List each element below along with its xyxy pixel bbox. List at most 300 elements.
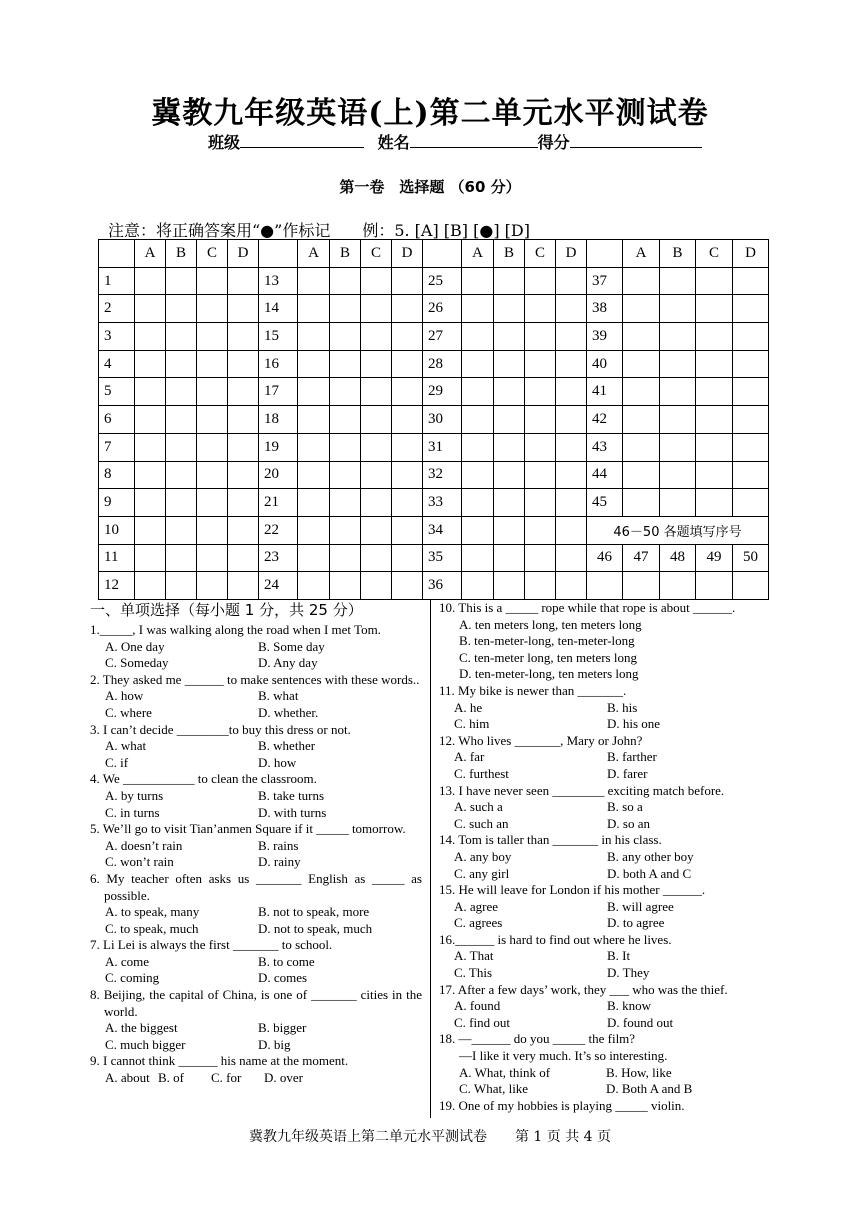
question-2 xyxy=(90,672,422,722)
choice[interactable]: D. to agree xyxy=(607,915,665,931)
choice[interactable]: D. not to speak, much xyxy=(258,920,373,936)
question-7 xyxy=(90,937,422,987)
score-label: 得分 xyxy=(537,133,570,152)
answer-cell[interactable] xyxy=(556,572,587,600)
answer-cell[interactable] xyxy=(197,544,228,572)
answer-cell[interactable] xyxy=(494,516,525,544)
answer-cell[interactable] xyxy=(135,267,166,295)
answer-cell[interactable] xyxy=(696,489,733,517)
fill-in-cell[interactable] xyxy=(623,572,660,600)
answer-cell[interactable] xyxy=(392,489,423,517)
answer-cell[interactable] xyxy=(525,323,556,351)
fill-in-cell[interactable] xyxy=(660,572,696,600)
answer-cell[interactable] xyxy=(298,295,330,323)
answer-cell[interactable] xyxy=(733,406,769,434)
question-number-cell: 6 xyxy=(99,406,135,434)
choice[interactable]: A. he xyxy=(454,699,483,715)
grid-row xyxy=(99,267,769,295)
answer-cell[interactable] xyxy=(696,378,733,406)
answer-cell[interactable] xyxy=(623,489,660,517)
choice[interactable]: C. to speak, much xyxy=(105,920,199,936)
name-blank[interactable] xyxy=(410,134,538,148)
answer-cell[interactable] xyxy=(135,378,166,406)
answer-cell[interactable] xyxy=(330,378,361,406)
answer-cell[interactable] xyxy=(556,489,587,517)
answer-cell[interactable] xyxy=(462,295,494,323)
question-number-cell: 24 xyxy=(259,572,298,600)
answer-note: 注意：将正确答案用“●”作标记 例：5. [A] [B] [●] [D] xyxy=(108,221,530,240)
answer-cell[interactable] xyxy=(228,461,259,489)
answer-cell[interactable] xyxy=(494,461,525,489)
options xyxy=(439,749,769,782)
question-stem: 10. This is a _____ rope while that rope is about ______. xyxy=(439,600,736,615)
choice[interactable]: C. if xyxy=(105,754,129,770)
answer-cell[interactable] xyxy=(660,267,696,295)
answer-cell[interactable] xyxy=(361,433,392,461)
answer-cell[interactable] xyxy=(298,433,330,461)
question-number-cell: 12 xyxy=(99,572,135,600)
answer-cell[interactable] xyxy=(197,378,228,406)
answer-cell[interactable] xyxy=(228,267,259,295)
choice[interactable]: D. Both A and B xyxy=(606,1081,693,1097)
answer-cell[interactable] xyxy=(166,516,197,544)
answer-cell[interactable] xyxy=(330,516,361,544)
answer-cell[interactable] xyxy=(330,295,361,323)
answer-cell[interactable] xyxy=(525,544,556,572)
answer-cell[interactable] xyxy=(166,350,197,378)
answer-cell[interactable] xyxy=(623,433,660,461)
choice[interactable]: C. any girl xyxy=(454,865,510,881)
choice[interactable]: C. This xyxy=(454,965,493,981)
question-4 xyxy=(90,771,422,821)
answer-cell[interactable] xyxy=(298,516,330,544)
question-number-cell: 43 xyxy=(587,433,623,461)
answer-cell[interactable] xyxy=(166,406,197,434)
answer-cell[interactable] xyxy=(623,267,660,295)
answer-cell[interactable] xyxy=(298,489,330,517)
answer-cell[interactable] xyxy=(623,295,660,323)
answer-cell[interactable] xyxy=(556,295,587,323)
question-number-cell: 26 xyxy=(423,295,462,323)
answer-cell[interactable] xyxy=(660,433,696,461)
choice[interactable]: A. found xyxy=(454,998,501,1014)
answer-cell[interactable] xyxy=(166,295,197,323)
answer-cell[interactable] xyxy=(462,350,494,378)
part-title: 第一卷 选择题 （60 分） xyxy=(339,178,521,196)
fill-in-cell[interactable] xyxy=(587,572,623,600)
answer-cell[interactable] xyxy=(525,350,556,378)
answer-cell[interactable] xyxy=(330,489,361,517)
answer-cell[interactable] xyxy=(733,461,769,489)
choice[interactable]: D. Any day xyxy=(258,655,318,671)
answer-cell[interactable] xyxy=(494,572,525,600)
question-11 xyxy=(439,683,769,733)
choice[interactable]: C. such an xyxy=(454,815,509,831)
answer-cell[interactable] xyxy=(556,350,587,378)
answer-cell[interactable] xyxy=(361,461,392,489)
answer-cell[interactable] xyxy=(525,267,556,295)
choice[interactable]: B. Some day xyxy=(258,638,325,654)
choice[interactable]: A. about xyxy=(105,1070,150,1086)
choice[interactable]: C. much bigger xyxy=(105,1036,186,1052)
choice[interactable]: D. ten-meter-long, ten meters long xyxy=(459,666,639,682)
answer-cell[interactable] xyxy=(361,378,392,406)
choice[interactable]: D. his one xyxy=(607,716,661,732)
choice[interactable]: A. how xyxy=(105,688,144,704)
answer-cell[interactable] xyxy=(298,406,330,434)
answer-cell[interactable] xyxy=(197,295,228,323)
answer-cell[interactable] xyxy=(494,489,525,517)
choice[interactable]: D. They xyxy=(607,965,650,981)
answer-cell[interactable] xyxy=(135,350,166,378)
choice[interactable]: A. come xyxy=(105,953,150,969)
choice[interactable]: B. know xyxy=(607,998,652,1014)
answer-cell[interactable] xyxy=(330,461,361,489)
answer-cell[interactable] xyxy=(462,433,494,461)
answer-cell[interactable] xyxy=(361,323,392,351)
answer-cell[interactable] xyxy=(556,544,587,572)
answer-cell[interactable] xyxy=(392,295,423,323)
answer-cell[interactable] xyxy=(696,267,733,295)
answer-cell[interactable] xyxy=(197,461,228,489)
answer-cell[interactable] xyxy=(733,378,769,406)
choice[interactable]: B. what xyxy=(258,688,299,704)
answer-cell[interactable] xyxy=(298,461,330,489)
answer-cell[interactable] xyxy=(660,406,696,434)
grid-header-cell: C xyxy=(197,240,228,268)
choice[interactable]: B. any other boy xyxy=(607,848,694,864)
answer-cell[interactable] xyxy=(361,350,392,378)
choice[interactable]: C. What, like xyxy=(459,1081,529,1097)
question-12 xyxy=(439,733,769,783)
answer-cell[interactable] xyxy=(494,323,525,351)
answer-cell[interactable] xyxy=(660,489,696,517)
answer-cell[interactable] xyxy=(197,406,228,434)
answer-cell[interactable] xyxy=(166,572,197,600)
question-stem: 6. My teacher often asks us _______ English as _____ as possible. xyxy=(90,870,422,903)
answer-cell[interactable] xyxy=(135,295,166,323)
choice[interactable]: C. ten-meter long, ten meters long xyxy=(459,649,637,665)
class-blank[interactable] xyxy=(240,134,364,148)
grid-header-cell: D xyxy=(228,240,259,268)
answer-cell[interactable] xyxy=(494,267,525,295)
question-13 xyxy=(439,783,769,833)
answer-cell[interactable] xyxy=(462,572,494,600)
choice[interactable]: A. agree xyxy=(454,898,499,914)
answer-cell[interactable] xyxy=(392,323,423,351)
answer-cell[interactable] xyxy=(556,433,587,461)
options xyxy=(439,799,769,832)
choice[interactable]: A. far xyxy=(454,749,485,765)
grid-row xyxy=(99,323,769,351)
answer-cell[interactable] xyxy=(696,461,733,489)
answer-cell[interactable] xyxy=(135,572,166,600)
answer-cell[interactable] xyxy=(166,323,197,351)
answer-cell[interactable] xyxy=(623,461,660,489)
answer-cell[interactable] xyxy=(556,378,587,406)
answer-cell[interactable] xyxy=(361,267,392,295)
answer-cell[interactable] xyxy=(556,516,587,544)
answer-cell[interactable] xyxy=(733,323,769,351)
question-number-cell: 11 xyxy=(99,544,135,572)
answer-cell[interactable] xyxy=(298,350,330,378)
answer-cell[interactable] xyxy=(733,295,769,323)
answer-cell[interactable] xyxy=(392,572,423,600)
answer-cell[interactable] xyxy=(228,489,259,517)
answer-cell[interactable] xyxy=(228,350,259,378)
answer-cell[interactable] xyxy=(494,350,525,378)
answer-cell[interactable] xyxy=(462,461,494,489)
question-number-cell: 31 xyxy=(423,433,462,461)
answer-cell[interactable] xyxy=(660,461,696,489)
score-blank[interactable] xyxy=(570,134,702,148)
grid-row xyxy=(99,489,769,517)
answer-cell[interactable] xyxy=(525,489,556,517)
question-number-cell: 18 xyxy=(259,406,298,434)
choice[interactable]: C. coming xyxy=(105,970,160,986)
answer-cell[interactable] xyxy=(361,572,392,600)
answer-cell[interactable] xyxy=(135,323,166,351)
answer-cell[interactable] xyxy=(197,433,228,461)
answer-cell[interactable] xyxy=(525,461,556,489)
grid-header-cell: B xyxy=(330,240,361,268)
answer-cell[interactable] xyxy=(525,295,556,323)
answer-cell[interactable] xyxy=(392,406,423,434)
answer-cell[interactable] xyxy=(462,378,494,406)
answer-cell[interactable] xyxy=(361,295,392,323)
answer-cell[interactable] xyxy=(494,544,525,572)
choice[interactable]: A. by turns xyxy=(105,787,164,803)
choice[interactable]: B. whether xyxy=(258,738,316,754)
answer-cell[interactable] xyxy=(330,267,361,295)
answer-cell[interactable] xyxy=(228,295,259,323)
answer-cell[interactable] xyxy=(462,489,494,517)
answer-cell[interactable] xyxy=(392,461,423,489)
answer-cell[interactable] xyxy=(525,406,556,434)
choice[interactable]: D. so an xyxy=(607,815,650,831)
choice[interactable]: C. find out xyxy=(454,1014,510,1030)
answer-cell[interactable] xyxy=(330,350,361,378)
grid-header-cell: B xyxy=(660,240,696,268)
choice[interactable]: A. One day xyxy=(105,638,165,654)
answer-cell[interactable] xyxy=(525,572,556,600)
choice[interactable]: A. What, think of xyxy=(459,1064,551,1080)
answer-cell[interactable] xyxy=(733,433,769,461)
answer-cell[interactable] xyxy=(197,489,228,517)
answer-cell[interactable] xyxy=(135,406,166,434)
answer-cell[interactable] xyxy=(494,406,525,434)
choice[interactable]: B. to come xyxy=(258,953,315,969)
answer-cell[interactable] xyxy=(330,406,361,434)
choice[interactable]: A. what xyxy=(105,738,147,754)
answer-cell[interactable] xyxy=(392,378,423,406)
answer-cell[interactable] xyxy=(623,323,660,351)
choice[interactable]: D. both A and C xyxy=(607,865,692,881)
choice[interactable]: B. rains xyxy=(258,837,299,853)
answer-cell[interactable] xyxy=(623,378,660,406)
answer-cell[interactable] xyxy=(733,267,769,295)
answer-cell[interactable] xyxy=(361,516,392,544)
choice[interactable]: B. so a xyxy=(607,799,643,815)
answer-cell[interactable] xyxy=(228,572,259,600)
choice[interactable]: D. over xyxy=(264,1070,303,1086)
answer-cell[interactable] xyxy=(494,433,525,461)
fill-in-cell[interactable] xyxy=(733,572,769,600)
answer-cell[interactable] xyxy=(166,544,197,572)
answer-cell[interactable] xyxy=(660,323,696,351)
answer-cell[interactable] xyxy=(298,572,330,600)
answer-cell[interactable] xyxy=(298,378,330,406)
choice[interactable]: C. agrees xyxy=(454,915,503,931)
answer-cell[interactable] xyxy=(556,323,587,351)
answer-cell[interactable] xyxy=(392,516,423,544)
choice[interactable]: A. That xyxy=(454,948,494,964)
choice[interactable]: B. not to speak, more xyxy=(258,904,370,920)
question-number-cell: 44 xyxy=(587,461,623,489)
answer-cell[interactable] xyxy=(392,433,423,461)
answer-cell[interactable] xyxy=(660,295,696,323)
grid-header-cell: B xyxy=(166,240,197,268)
fill-in-cell[interactable] xyxy=(696,572,733,600)
choice[interactable]: B. ten-meter-long, ten-meter-long xyxy=(459,633,635,649)
choice[interactable]: A. the biggest xyxy=(105,1020,178,1036)
choice[interactable]: D. found out xyxy=(607,1014,674,1030)
answer-cell[interactable] xyxy=(361,544,392,572)
answer-cell[interactable] xyxy=(228,433,259,461)
choice[interactable]: C. where xyxy=(105,704,152,720)
answer-cell[interactable] xyxy=(135,544,166,572)
choice[interactable]: B. How, like xyxy=(606,1064,672,1080)
question-3 xyxy=(90,722,422,772)
question-number-cell: 30 xyxy=(423,406,462,434)
grid-row xyxy=(99,461,769,489)
answer-cell[interactable] xyxy=(696,406,733,434)
choice[interactable]: A. doesn’t rain xyxy=(105,837,183,853)
answer-cell[interactable] xyxy=(392,544,423,572)
grid-row xyxy=(99,350,769,378)
choice[interactable]: D. how xyxy=(258,754,297,770)
answer-cell[interactable] xyxy=(660,350,696,378)
answer-cell[interactable] xyxy=(361,406,392,434)
answer-cell[interactable] xyxy=(330,572,361,600)
answer-cell[interactable] xyxy=(733,489,769,517)
choice[interactable]: A. ten meters long, ten meters long xyxy=(459,616,642,632)
choice[interactable]: B. will agree xyxy=(607,898,674,914)
answer-cell[interactable] xyxy=(166,378,197,406)
answer-cell[interactable] xyxy=(462,267,494,295)
answer-cell[interactable] xyxy=(696,323,733,351)
choice[interactable]: C. him xyxy=(454,716,490,732)
choice[interactable]: D. rainy xyxy=(258,854,301,870)
choice[interactable]: D. farer xyxy=(607,765,648,781)
choice[interactable]: C. in turns xyxy=(105,804,160,820)
choice[interactable]: D. with turns xyxy=(258,804,327,820)
answer-cell[interactable] xyxy=(166,461,197,489)
grid-header-cell: B xyxy=(494,240,525,268)
choice[interactable]: B. bigger xyxy=(258,1020,307,1036)
answer-cell[interactable] xyxy=(660,378,696,406)
answer-cell[interactable] xyxy=(298,267,330,295)
answer-cell[interactable] xyxy=(135,489,166,517)
answer-cell[interactable] xyxy=(525,378,556,406)
answer-cell[interactable] xyxy=(462,544,494,572)
choice[interactable]: C. furthest xyxy=(454,765,509,781)
answer-cell[interactable] xyxy=(228,323,259,351)
answer-cell[interactable] xyxy=(166,267,197,295)
answer-cell[interactable] xyxy=(228,406,259,434)
answer-cell[interactable] xyxy=(228,544,259,572)
answer-cell[interactable] xyxy=(298,544,330,572)
answer-cell[interactable] xyxy=(462,406,494,434)
answer-cell[interactable] xyxy=(696,433,733,461)
answer-cell[interactable] xyxy=(696,295,733,323)
choice[interactable]: B. of xyxy=(158,1070,184,1086)
answer-cell[interactable] xyxy=(166,433,197,461)
grid-corner-cell xyxy=(259,240,298,268)
answer-cell[interactable] xyxy=(525,433,556,461)
answer-cell[interactable] xyxy=(462,516,494,544)
answer-cell[interactable] xyxy=(556,461,587,489)
answer-cell[interactable] xyxy=(494,295,525,323)
answer-cell[interactable] xyxy=(197,572,228,600)
answer-cell[interactable] xyxy=(556,406,587,434)
answer-cell[interactable] xyxy=(228,378,259,406)
answer-cell[interactable] xyxy=(330,544,361,572)
answer-cell[interactable] xyxy=(361,489,392,517)
question-stem: 1._____, I was walking along the road when I met Tom. xyxy=(90,622,381,637)
choice[interactable]: D. big xyxy=(258,1036,291,1052)
answer-cell[interactable] xyxy=(197,267,228,295)
answer-cell[interactable] xyxy=(462,323,494,351)
choice[interactable]: C. Someday xyxy=(105,655,169,671)
choice[interactable]: C. for xyxy=(211,1070,242,1086)
answer-cell[interactable] xyxy=(228,516,259,544)
answer-cell[interactable] xyxy=(135,461,166,489)
answer-cell[interactable] xyxy=(135,516,166,544)
question-number-cell: 40 xyxy=(587,350,623,378)
answer-cell[interactable] xyxy=(494,378,525,406)
choice[interactable]: B. take turns xyxy=(258,787,325,803)
choice[interactable]: D. whether. xyxy=(258,704,319,720)
answer-cell[interactable] xyxy=(197,516,228,544)
answer-cell[interactable] xyxy=(696,350,733,378)
answer-cell[interactable] xyxy=(733,350,769,378)
options xyxy=(90,1070,422,1087)
answer-cell[interactable] xyxy=(330,433,361,461)
choice[interactable]: B. his xyxy=(607,699,638,715)
choice[interactable]: D. comes xyxy=(258,970,308,986)
choice[interactable]: C. won’t rain xyxy=(105,854,174,870)
choice[interactable]: B. It xyxy=(607,948,631,964)
answer-cell[interactable] xyxy=(197,350,228,378)
answer-cell[interactable] xyxy=(392,267,423,295)
answer-cell[interactable] xyxy=(298,323,330,351)
answer-cell[interactable] xyxy=(330,323,361,351)
choice[interactable]: A. such a xyxy=(454,799,503,815)
answer-cell[interactable] xyxy=(525,516,556,544)
answer-cell[interactable] xyxy=(623,406,660,434)
choice[interactable]: A. to speak, many xyxy=(105,904,200,920)
answer-cell[interactable] xyxy=(556,267,587,295)
answer-cell[interactable] xyxy=(392,350,423,378)
choice[interactable]: A. any boy xyxy=(454,848,512,864)
answer-cell[interactable] xyxy=(135,433,166,461)
answer-cell[interactable] xyxy=(166,489,197,517)
answer-cell[interactable] xyxy=(197,323,228,351)
grid-row xyxy=(99,406,769,434)
choice[interactable]: B. farther xyxy=(607,749,657,765)
answer-cell[interactable] xyxy=(623,350,660,378)
